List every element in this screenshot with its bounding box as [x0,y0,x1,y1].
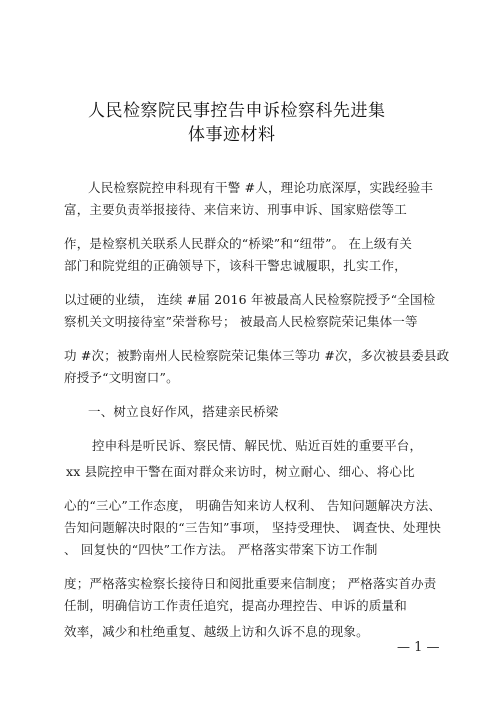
text-line: 以过硬的业绩， 连续 #届 2016 年被最高人民检察院授予“全国检 [64,292,436,307]
section-heading: 一、树立良好作风，搭建亲民桥梁 [88,404,279,419]
text-line: 心的“三心”工作态度， 明确告知来访人权利、 告知问题解决方法、 [64,498,442,513]
text-line: 任制，明确信访工作责任追究，提高办理控告、申诉的质量和 [64,598,407,613]
text-line: 府授予“文明窗口”。 [64,370,179,385]
text-line: 、 回复快的“四快”工作方法。 严格落实带案下访工作制 [64,542,378,557]
text-line: xx 县院控申干警在面对群众来访时，树立耐心、细心、将心比 [66,464,415,479]
text-line: 作，是检察机关联系人民群众的“桥梁”和“纽带”。 在上级有关 [64,236,413,251]
text-line: 效率，减少和杜绝重复、越级上访和久诉不息的现象。 [64,624,369,639]
text-line: 告知问题解决时限的“三告知”事项， 坚持受理快、 调查快、处理快 [64,520,442,535]
text-line: 控申科是听民诉、察民情、解民忧、贴近百姓的重要平台， [92,438,423,453]
text-line: 察机关文明接待室”荣誉称号； 被最高人民检察院荣记集体一等 [64,314,418,329]
page-number: — 1 — [397,640,440,655]
text-line: 富，主要负责举报接待、来信来访、刑事申诉、国家赔偿等工 [64,202,407,217]
document-title-line-1: 人民检察院民事控告申诉检察科先进集 [88,101,386,121]
text-line: 部门和院党组的正确领导下，该科干警忠诚履职，扎实工作， [64,258,407,273]
text-line: 度；严格落实检察长接待日和阅批重要来信制度； 严格落实首办责 [64,576,437,591]
document-title-line-2: 体事迹材料 [188,125,276,145]
text-line: 功 #次；被黔南州人民检察院荣记集体三等功 #次，多次被县委县政 [64,348,450,363]
text-line: 人民检察院控申科现有干警 #人，理论功底深厚，实践经验丰 [88,180,434,195]
